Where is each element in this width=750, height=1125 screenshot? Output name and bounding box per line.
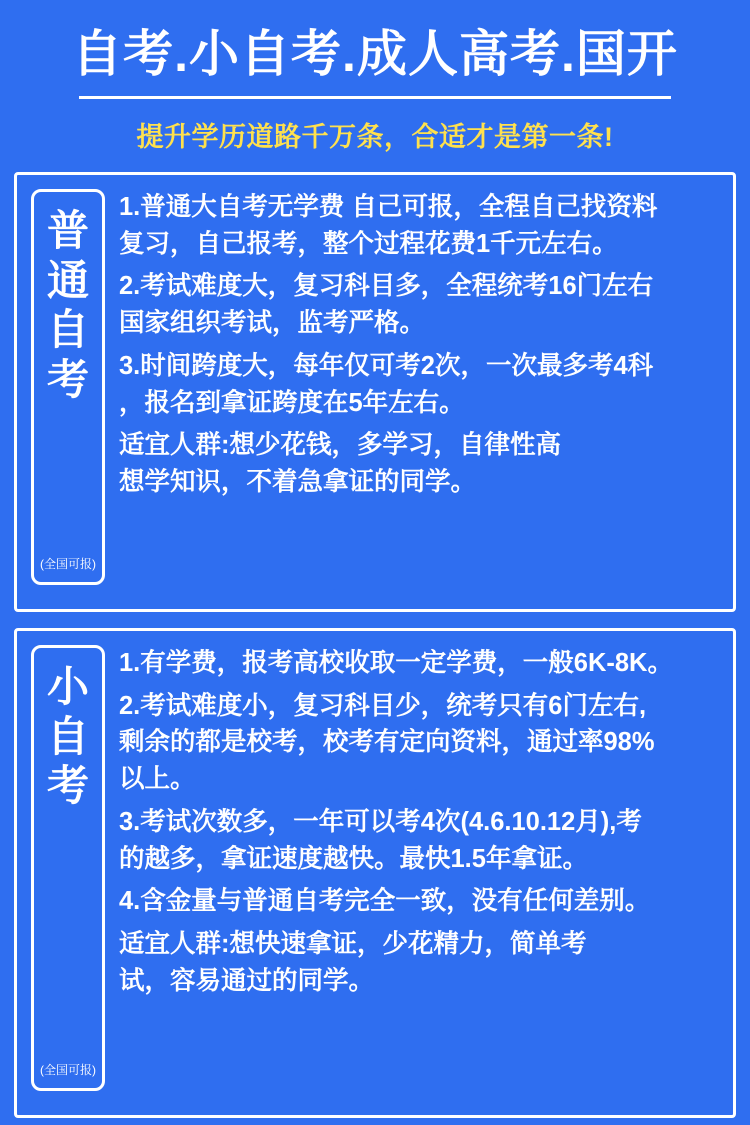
- text-line: 剩余的都是校考，校考有定向资料，通过率98%: [119, 728, 655, 757]
- text-line: 4.含金量与普通自考完全一致，没有任何差别。: [119, 887, 651, 916]
- text-line: 2.考试难度小，复习科目少，统考只有6门左右,: [119, 691, 647, 720]
- text-line: 1.普通大自考无学费 自己可报，全程自己找资料: [119, 193, 658, 221]
- section-body: [119, 189, 717, 501]
- paragraph-audience: [119, 926, 717, 999]
- paragraph: [119, 883, 717, 920]
- label-char: 自: [46, 306, 89, 354]
- text-line: 3.时间跨度大，每年仅可考2次，一次最多考4科: [119, 351, 654, 380]
- page-title: 自考.小自考.成人高考.国开: [72, 26, 678, 82]
- label-char: 自: [46, 712, 89, 760]
- page-subtitle: 提升学历道路千万条，合适才是第一条!: [136, 122, 614, 152]
- section-body: [119, 645, 717, 999]
- vertical-label-chars: [47, 206, 89, 404]
- vertical-label-chars: [47, 662, 89, 811]
- section-label-tag: [31, 189, 105, 585]
- paragraph: [119, 688, 717, 798]
- text-line: 国家组织考试，监考严格。: [119, 309, 426, 338]
- label-note: (全国可报): [40, 557, 96, 571]
- label-char: 考: [46, 355, 89, 403]
- poster-header: [14, 0, 736, 154]
- text-line: 3.考试次数多，一年可以考4次(4.6.10.12月),考: [119, 807, 642, 836]
- paragraph: [119, 348, 717, 421]
- text-line: 1.有学费，报考高校收取一定学费，一般6K-8K。: [119, 649, 673, 677]
- section-label-tag: [31, 645, 105, 1091]
- text-line: 的越多，拿证速度越快。最快1.5年拿证。: [119, 844, 588, 873]
- paragraph: [119, 268, 717, 341]
- paragraph-audience: [119, 427, 717, 500]
- text-line: ，报名到拿证跨度在5年左右。: [119, 388, 465, 417]
- text-line: 适宜人群:想少花钱，多学习，自律性高: [119, 431, 561, 460]
- label-char: 通: [46, 256, 89, 304]
- section-xiao-zikao: [14, 628, 736, 1118]
- text-line: 复习，自己报考，整个过程花费1千元左右。: [119, 229, 618, 258]
- label-char: 普: [46, 207, 89, 254]
- text-line: 2.考试难度大，复习科目多，全程统考16门左右: [119, 272, 654, 301]
- text-line: 试，容易通过的同学。: [119, 966, 375, 995]
- paragraph: [119, 189, 717, 262]
- label-note: (全国可报): [40, 1063, 96, 1077]
- paragraph: [119, 804, 717, 877]
- label-char: 考: [46, 762, 89, 810]
- paragraph: [119, 645, 717, 682]
- text-line: 想学知识，不着急拿证的同学。: [119, 468, 477, 497]
- label-char: 小: [46, 663, 89, 710]
- text-line: 适宜人群:想快速拿证，少花精力，简单考: [119, 930, 587, 959]
- section-putong-zikao: [14, 172, 736, 612]
- title-divider: [79, 96, 671, 99]
- text-line: 以上。: [119, 765, 196, 794]
